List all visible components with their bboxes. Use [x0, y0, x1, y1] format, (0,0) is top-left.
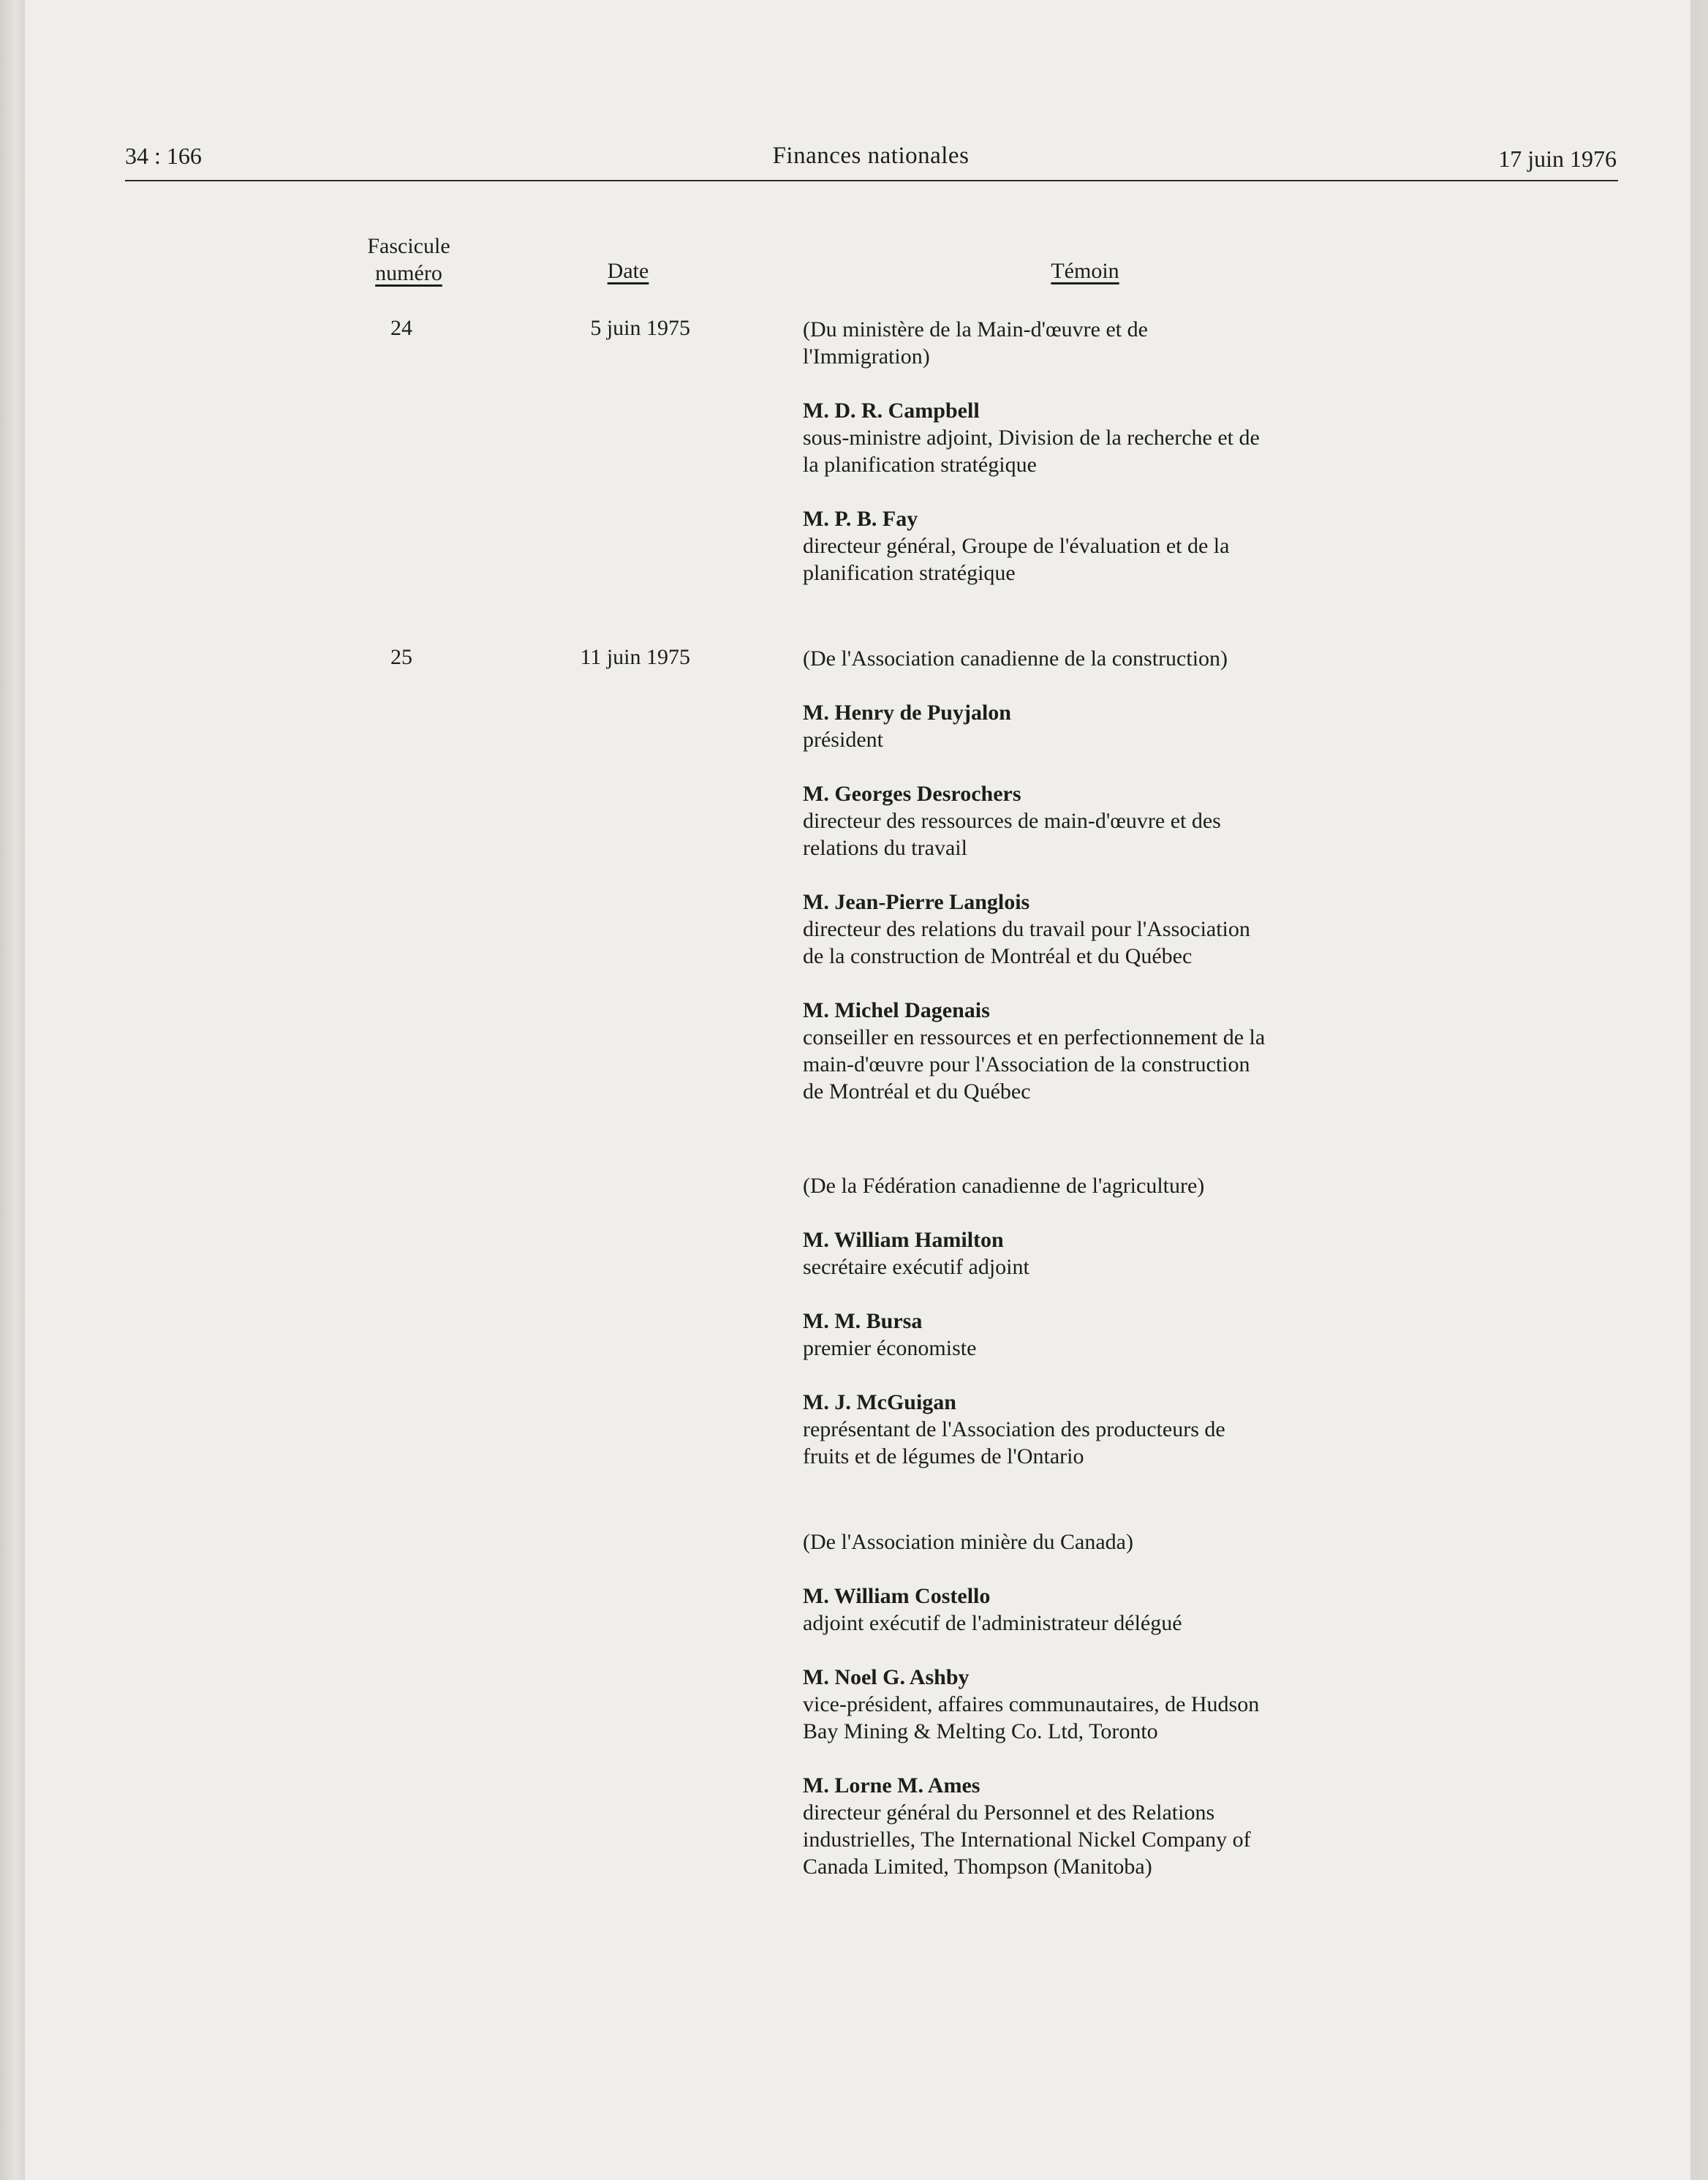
column-heading-temoin-label: Témoin — [1051, 259, 1119, 283]
session-date: 11 juin 1975 — [580, 645, 690, 669]
witness-name: M. Henry de Puyjalon — [803, 701, 1011, 725]
witness-entry — [803, 505, 1359, 587]
witness-organization — [803, 645, 1359, 672]
witness-title: Bay Mining & Melting Co. Ltd, Toronto — [803, 1719, 1158, 1743]
running-title: Finances nationales — [772, 143, 970, 169]
witness-entry — [803, 397, 1359, 478]
organization-line: (De l'Association canadienne de la construction) — [803, 646, 1228, 671]
column-heading-date — [581, 259, 676, 284]
column-heading-temoin — [1005, 259, 1165, 284]
witness-title: planification stratégique — [803, 561, 1016, 585]
witness-name: M. M. Bursa — [803, 1309, 923, 1333]
witness-title: sous-ministre adjoint, Division de la recherche et de — [803, 426, 1260, 450]
session-date: 5 juin 1975 — [590, 316, 690, 340]
witness-name: M. P. B. Fay — [803, 507, 918, 531]
witness-title: main-d'œuvre pour l'Association de la construction — [803, 1052, 1250, 1076]
witness-title: industrielles, The International Nickel Company of — [803, 1828, 1251, 1852]
witness-name: M. Lorne M. Ames — [803, 1773, 980, 1798]
header-rule — [125, 180, 1618, 181]
witness-title: secrétaire exécutif adjoint — [803, 1255, 1029, 1279]
document-page — [25, 0, 1699, 2180]
fascicule-number: 24 — [390, 316, 412, 340]
witness-name: M. William Costello — [803, 1584, 991, 1608]
witness-entry — [803, 780, 1359, 861]
organization-line: (De l'Association minière du Canada) — [803, 1530, 1133, 1554]
organization-line: l'Immigration) — [803, 344, 930, 369]
header-date: 17 juin 1976 — [1498, 146, 1617, 172]
organization-line: (Du ministère de la Main-d'œuvre et de — [803, 317, 1148, 342]
witness-entry — [803, 1226, 1359, 1281]
witness-name: M. Noel G. Ashby — [803, 1665, 970, 1689]
witness-title: adjoint exécutif de l'administrateur délégué — [803, 1611, 1182, 1635]
witness-title: président — [803, 728, 883, 752]
witness-title: directeur général du Personnel et des Relations — [803, 1800, 1215, 1825]
column-heading-fascicule-line2: numéro — [375, 261, 442, 285]
witness-title: directeur des relations du travail pour l'Association — [803, 917, 1250, 941]
witness-name: M. D. R. Campbell — [803, 399, 980, 423]
witness-entry — [803, 889, 1359, 970]
witness-name: M. Michel Dagenais — [803, 998, 990, 1022]
witness-title: représentant de l'Association des producteurs de — [803, 1417, 1225, 1441]
witness-organization — [803, 316, 1359, 370]
witness-name: M. J. McGuigan — [803, 1390, 956, 1414]
witness-name: M. Georges Desrochers — [803, 782, 1021, 806]
witness-name: M. Jean-Pierre Langlois — [803, 890, 1030, 914]
witness-entry — [803, 1664, 1359, 1745]
witness-title: fruits et de légumes de l'Ontario — [803, 1444, 1084, 1468]
page-header — [125, 143, 1617, 179]
witness-title: la planification stratégique — [803, 453, 1037, 477]
page-right-edge — [1690, 0, 1699, 2180]
witness-title: premier économiste — [803, 1336, 977, 1360]
witness-title: vice-président, affaires communautaires, de Hudson — [803, 1692, 1260, 1716]
witness-name: M. William Hamilton — [803, 1228, 1004, 1252]
witness-title: directeur général, Groupe de l'évaluation et de la — [803, 534, 1230, 558]
witness-entry — [803, 1389, 1359, 1470]
witness-entry — [803, 1583, 1359, 1637]
column-heading-date-label: Date — [607, 259, 649, 283]
witness-entry — [803, 1308, 1359, 1362]
witness-entry — [803, 1772, 1359, 1880]
binding-edge — [0, 0, 25, 2180]
witness-title: directeur des ressources de main-d'œuvre et des — [803, 809, 1221, 833]
witness-entry — [803, 699, 1359, 753]
page-number: 34 : 166 — [125, 143, 202, 169]
witness-title: relations du travail — [803, 836, 967, 860]
column-heading-fascicule — [347, 233, 471, 287]
witness-organization — [803, 1172, 1359, 1199]
witness-title: conseiller en ressources et en perfectionnement de la — [803, 1025, 1266, 1049]
organization-line: (De la Fédération canadienne de l'agriculture) — [803, 1174, 1205, 1198]
witness-entry — [803, 997, 1359, 1105]
witness-title: Canada Limited, Thompson (Manitoba) — [803, 1855, 1152, 1879]
witness-title: de la construction de Montréal et du Québec — [803, 944, 1193, 968]
fascicule-number: 25 — [390, 645, 412, 669]
witness-organization — [803, 1528, 1359, 1555]
witness-title: de Montréal et du Québec — [803, 1079, 1031, 1104]
column-heading-fascicule-line1: Fascicule — [367, 234, 450, 258]
